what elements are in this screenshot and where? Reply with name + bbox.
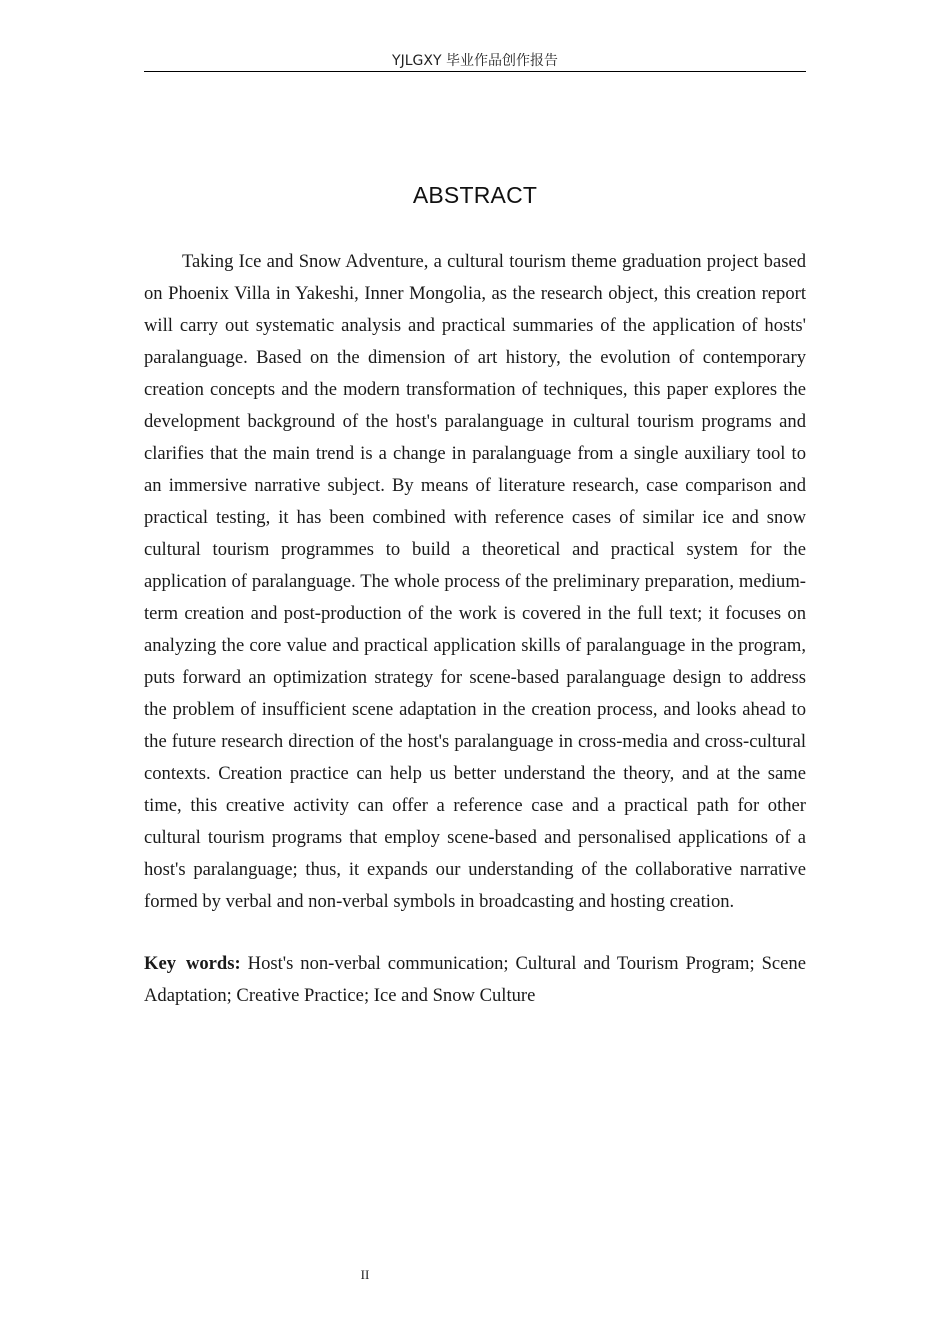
page-header: YJLGXY 毕业作品创作报告 [144, 52, 806, 72]
keywords-text: Host's non-verbal communication; Cultural and Tourism Program; Scene Adaptation; Creative Practice; Ice and Snow Culture [144, 953, 806, 1006]
keywords-label: Key words: [144, 953, 241, 974]
keywords-paragraph [144, 948, 806, 1012]
abstract-title: ABSTRACT [412, 182, 538, 208]
abstract-body: Taking Ice and Snow Adventure, a cultural tourism theme graduation project based on Phoenix Villa in Yakeshi, Inner Mongolia, as the research object, this creation report will carry out systematic analysis and practical summaries of the application of hosts' paralanguage. Based on the dimension of art history, the evolution of contemporary creation concepts and the modern transformation of techniques, this paper explores the development background of the host's paralanguage in cultural tourism programs and clarifies that the main trend is a change in paralanguage from a single auxiliary tool to an immersive narrative subject. By means of literature research, case comparison and practical testing, it has been combined with reference cases of similar ice and snow cultural tourism programmes to build a theoretical and practical system for the application of paralanguage. The whole process of the preliminary preparation, medium-term creation and post-production of the work is covered in the full text; it focuses on analyzing the core value and practical application skills of paralanguage in the program, puts forward an optimization strategy for scene-based paralanguage design to address the problem of insufficient scene adaptation in the creation process, and looks ahead to the future research direction of the host's paralanguage in cross-media and cross-cultural contexts. Creation practice can help us better understand the theory, and at the same time, this creative activity can offer a reference case and a practical path for other cultural tourism programs that employ scene-based and personalised applications of a host's paralanguage; thus, it expands our understanding of the collaborative narrative formed by verbal and non-verbal symbols in broadcasting and hosting creation. [144, 251, 806, 912]
page-number: II [360, 1267, 370, 1282]
